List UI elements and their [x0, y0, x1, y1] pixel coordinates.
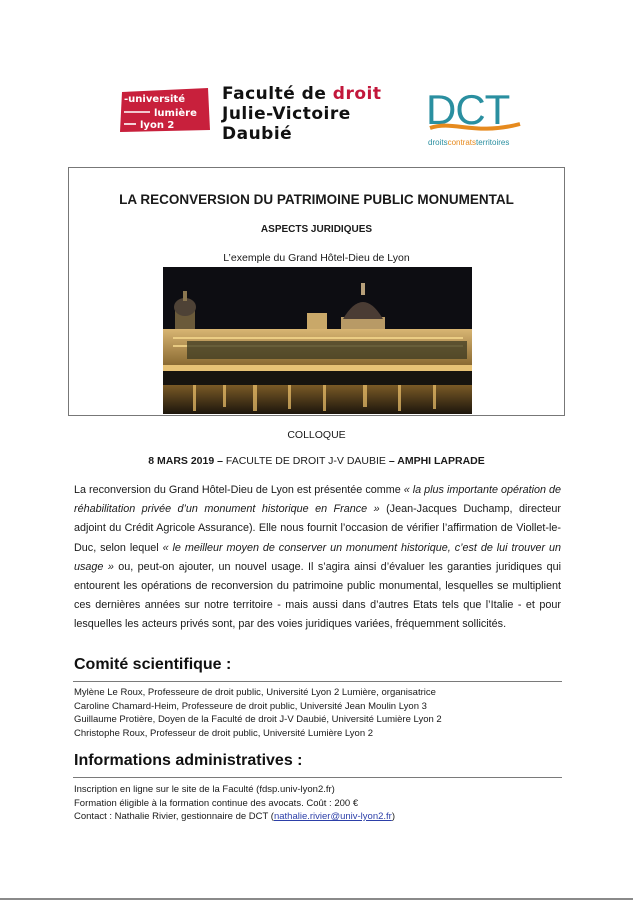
admin-list — [74, 783, 395, 824]
event-type: COLLOQUE — [287, 429, 346, 441]
faculte-droit-logo — [222, 84, 422, 144]
univ-logo-line2: lumière — [154, 108, 197, 119]
fac-logo-line2: Julie-Victoire — [222, 104, 351, 124]
intro-text-3: ou, peut-on ajouter, un nouvel usage. Il s’agira ainsi d’évaluer les garanties juridiques qui entourent les opérations de reconversion du patrimoine public monumental, lesquelles se multiplient ces dernières années sur notre territoire - mais aussi dans d’autres Etats tels que l’Italie - et pour lesquelles les acteurs privés sont, par des voies juridiques variées, fréquemment sollicités. — [74, 560, 561, 631]
fac-logo-line3: Daubié — [222, 124, 293, 144]
dct-logo-letters: DCT — [426, 86, 510, 133]
admin-rule — [73, 777, 562, 778]
fac-logo-line1b: droit — [332, 84, 382, 104]
dct-sub-droits: droits — [428, 138, 448, 147]
admin-contact-text: Contact : Nathalie Rivier, gestionnaire de DCT ( — [74, 811, 274, 822]
event-details — [0, 455, 633, 467]
committee-member: Guillaume Protière, Doyen de la Faculté de droit J-V Daubié, Université Lumière Lyon 2 — [74, 714, 442, 725]
intro-quote-1: « la plus importante opération de réhabilitation privée d’un monument historique en France » — [74, 484, 561, 516]
example-caption: L’exemple du Grand Hôtel-Dieu de Lyon — [223, 252, 410, 264]
univ-logo-line1: -université — [124, 94, 185, 105]
committee-member: Christophe Roux, Professeur de droit public, Université Lumière Lyon 2 — [74, 727, 374, 739]
intro-quote-2: « le meilleur moyen de conserver un monument historique, c’est de lui trouver un usage » — [74, 541, 562, 573]
admin-registration: Inscription en ligne sur le site de la Faculté (fdsp.univ-lyon2.fr) — [74, 784, 335, 795]
admin-cost: Formation éligible à la formation continue des avocats. Coût : 200 € — [74, 797, 359, 809]
grand-hotel-dieu-photo — [163, 267, 472, 414]
committee-member: Mylène Le Roux, Professeure de droit public, Université Lyon 2 Lumière, organisatrice — [74, 687, 436, 698]
intro-text-2: (Jean-Jacques Duchamp, directeur adjoint du Crédit Agricole Assurance). Elle nous fournit l’occasion de vérifier l’affirmation de Viollet-le-Duc, selon lequel — [74, 503, 561, 554]
fac-logo-line1a: Faculté de — [222, 84, 333, 104]
event-place: FACULTE DE DROIT J-V DAUBIE — [225, 455, 386, 467]
event-room: AMPHI LAPRADE — [397, 455, 485, 467]
event-date: 8 MARS 2019 — [148, 455, 215, 467]
dct-sub-contrats: contrats — [447, 138, 477, 147]
event-sep-1: – — [214, 455, 226, 467]
dct-logo-subtitle — [428, 138, 509, 147]
intro-text-1: La reconversion du Grand Hôtel-Dieu de Lyon est présentée comme — [74, 484, 404, 496]
committee-rule — [73, 681, 562, 682]
dct-logo — [424, 86, 524, 150]
universite-lumiere-lyon2-logo — [116, 88, 212, 132]
admin-contact-suffix: ) — [391, 811, 396, 822]
intro-paragraph — [74, 481, 561, 635]
admin-contact — [74, 810, 395, 824]
committee-member: Caroline Chamard-Heim, Professeure de droit public, Université Jean Moulin Lyon 3 — [74, 700, 427, 712]
committee-heading: Comité scientifique : — [74, 656, 232, 673]
admin-heading: Informations administratives : — [74, 752, 303, 769]
event-sep-2: – — [385, 455, 398, 467]
univ-logo-line3: lyon 2 — [140, 120, 175, 131]
title-box — [68, 167, 565, 416]
committee-list — [74, 686, 442, 740]
dct-sub-territoires: territoires — [476, 138, 510, 147]
subtitle: ASPECTS JURIDIQUES — [260, 224, 373, 235]
main-title: LA RECONVERSION DU PATRIMOINE PUBLIC MONUMENTAL — [119, 192, 514, 207]
contact-email-link[interactable]: nathalie.rivier@univ-lyon2.fr — [273, 811, 392, 822]
